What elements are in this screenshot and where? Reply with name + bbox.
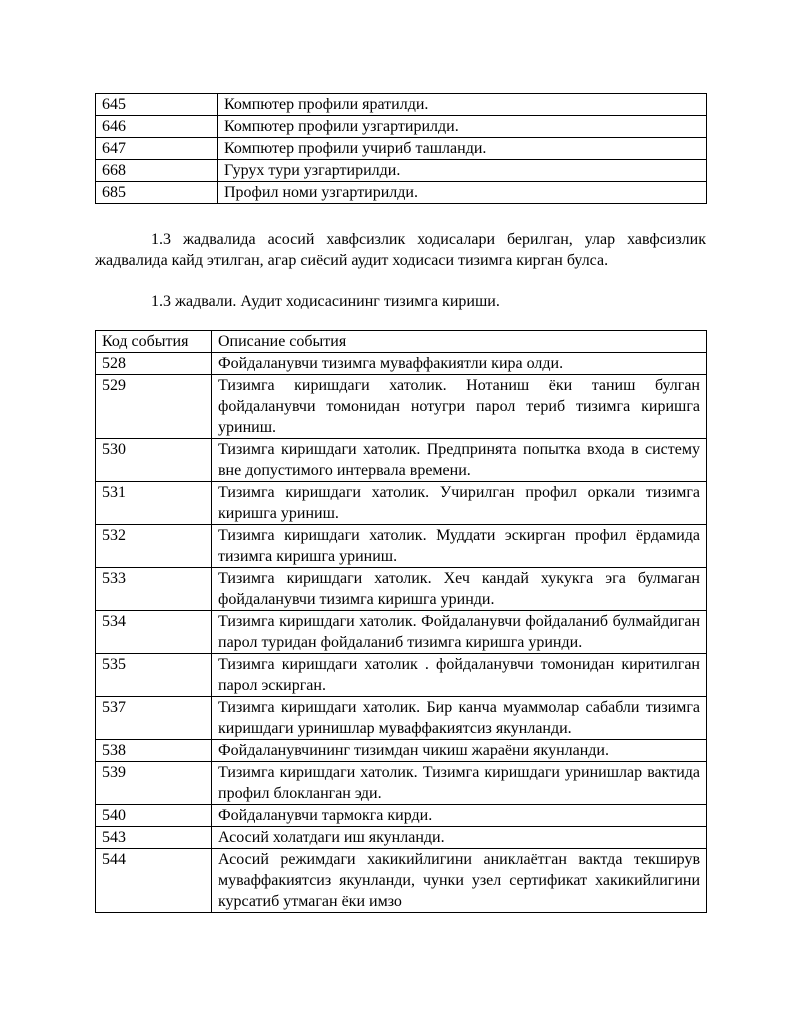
event-description: Фойдаланувчининг тизимдан чикиш жараёни якунланди. — [212, 740, 707, 762]
event-code: 528 — [96, 353, 212, 375]
intro-paragraph: 1.3 жадвалида асосий хавфсизлик ходисалари берилган, улар хавфсизлик жадвалида кайд этилган, агар сиёсий аудит ходисаси тизимга кирган булса. — [95, 231, 706, 269]
event-description: Компютер профили узгартирилди. — [218, 116, 707, 138]
event-code: 538 — [96, 740, 212, 762]
event-code: 535 — [96, 654, 212, 697]
event-description: Гурух тури узгартирилди. — [218, 160, 707, 182]
event-code: 544 — [96, 849, 212, 913]
event-description: Фойдаланувчи тармокга кирди. — [212, 805, 707, 827]
events-table-row — [96, 525, 707, 568]
event-description: Профил номи узгартирилди. — [218, 182, 707, 204]
top-table — [95, 93, 707, 204]
event-code: 532 — [96, 525, 212, 568]
top-table-row — [96, 116, 707, 138]
event-description: Тизимга киришдаги хатолик. Нотаниш ёки таниш булган фойдаланувчи томонидан нотугри парол териб тизимга киришга уриниш. — [212, 375, 707, 439]
event-description: Тизимга киришдаги хатолик. Учирилган профил оркали тизимга киришга уриниш. — [212, 482, 707, 525]
event-code: 685 — [96, 182, 218, 204]
events-table-row — [96, 805, 707, 827]
events-table-row — [96, 654, 707, 697]
event-code: 531 — [96, 482, 212, 525]
event-description: Тизимга киришдаги хатолик . фойдаланувчи томонидан киритилган парол эскирган. — [212, 654, 707, 697]
event-description: Тизимга киришдаги хатолик. Предпринята попытка входа в систему вне допустимого интервала времени. — [212, 439, 707, 482]
event-description: Компютер профили яратилди. — [218, 94, 707, 116]
top-table-row — [96, 138, 707, 160]
events-table-body — [96, 353, 707, 913]
events-table-row — [96, 697, 707, 740]
event-description — [212, 849, 707, 913]
events-table-row — [96, 439, 707, 482]
event-code: 668 — [96, 160, 218, 182]
event-code: 645 — [96, 94, 218, 116]
events-table-row — [96, 353, 707, 375]
header-description: Описание события — [212, 331, 707, 353]
event-description: Тизимга киришдаги хатолик. Тизимга киришдаги уринишлар вактида профил блокланган эди. — [212, 762, 707, 805]
events-table-row — [96, 568, 707, 611]
event-description: Фойдаланувчи тизимга муваффакиятли кира олди. — [212, 353, 707, 375]
event-code: 543 — [96, 827, 212, 849]
event-code: 534 — [96, 611, 212, 654]
events-table-row — [96, 740, 707, 762]
top-table-body — [96, 94, 707, 204]
events-table-row — [96, 611, 707, 654]
events-table-row — [96, 849, 707, 913]
events-table-row — [96, 762, 707, 805]
event-description: Тизимга киришдаги хатолик. Муддати эскирган профил ёрдамида тизимга киришга уриниш. — [212, 525, 707, 568]
top-table-row — [96, 160, 707, 182]
event-code: 533 — [96, 568, 212, 611]
top-table-row — [96, 182, 707, 204]
event-description: Тизимга киришдаги хатолик. Хеч кандай хукукга эга булмаган фойдаланувчи тизимга киришга уринди. — [212, 568, 707, 611]
event-code: 539 — [96, 762, 212, 805]
event-code: 529 — [96, 375, 212, 439]
table-caption: 1.3 жадвали. Аудит ходисасининг тизимга кириши. — [151, 293, 500, 310]
events-table — [95, 330, 707, 913]
event-code: 537 — [96, 697, 212, 740]
event-code: 647 — [96, 138, 218, 160]
event-description: Тизимга киришдаги хатолик. Бир канча муаммолар сабабли тизимга киришдаги уринишлар муваффакиятсиз якунланди. — [212, 697, 707, 740]
events-table-header-row — [96, 331, 707, 353]
event-code: 646 — [96, 116, 218, 138]
event-description-text: Асосий режимдаги хакикийлигини аниклаётган вактда текширув муваффакиятсиз якунланди, чунки узел сертификат хакикийлигини курсатиб утмаган ёки имзо — [218, 851, 700, 910]
header-code: Код события — [96, 331, 212, 353]
event-description: Асосий холатдаги иш якунланди. — [212, 827, 707, 849]
top-table-row — [96, 94, 707, 116]
event-description: Компютер профили учириб ташланди. — [218, 138, 707, 160]
event-code: 530 — [96, 439, 212, 482]
events-table-row — [96, 827, 707, 849]
events-table-row — [96, 482, 707, 525]
events-table-row — [96, 375, 707, 439]
event-code: 540 — [96, 805, 212, 827]
event-description: Тизимга киришдаги хатолик. Фойдаланувчи фойдаланиб булмайдиган парол туридан фойдаланиб тизимга киришга уринди. — [212, 611, 707, 654]
